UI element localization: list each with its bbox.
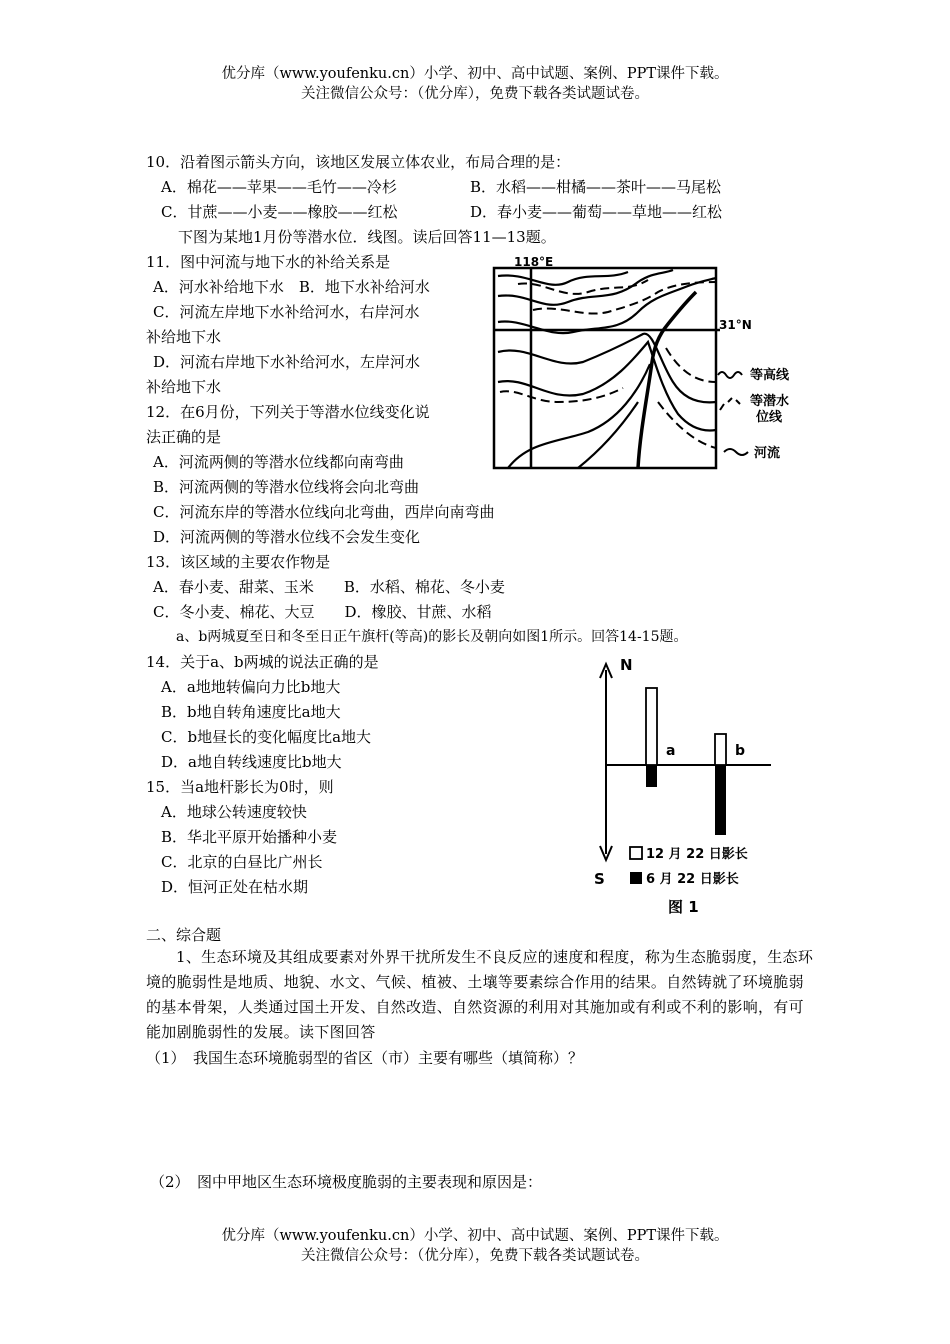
- legend-groundwater-label-1: 等潜水: [750, 394, 790, 409]
- groundwater-line: [658, 402, 716, 448]
- legend-jun-swatch: [630, 872, 642, 884]
- groundwater-line: [666, 348, 716, 382]
- contour-line: [498, 270, 673, 305]
- legend-contour-label: 等高线: [750, 368, 790, 383]
- north-label: N: [620, 656, 633, 674]
- header-line-2: 关注微信公众号：（优分库），免费下载各类试题试卷。: [301, 86, 649, 102]
- q14-option-a: A．a地地转偏向力比b地大: [161, 678, 341, 696]
- q15-option-b: B．华北平原开始播种小麦: [161, 828, 338, 846]
- q10-option-b: B．水稻——柑橘——茶叶——马尾松: [470, 178, 722, 196]
- section-2-title: 二、综合题: [146, 926, 222, 944]
- contour-line: [498, 272, 628, 285]
- city-a-label: a: [666, 743, 676, 759]
- footer-line-2: 关注微信公众号：（优分库），免费下载各类试题试卷。: [301, 1248, 649, 1264]
- river-line: [638, 292, 696, 468]
- legend-dec-swatch: [630, 847, 642, 859]
- header-line-1: 优分库（www.youfenku.cn）小学、初中、高中试题、案例、PPT课件下载。: [221, 66, 729, 82]
- south-label: S: [594, 870, 605, 888]
- q15-option-c: C．北京的白昼比广州长: [161, 853, 323, 871]
- q14-option-c: C．b地昼长的变化幅度比a地大: [161, 728, 372, 746]
- q12-stem-line1: 12．在6月份，下列关于等潜水位线变化说: [146, 403, 430, 421]
- section-2-question-1: （1） 我国生态环境脆弱型的省区（市）主要有哪些（填简称）？: [146, 1049, 584, 1067]
- q11-option-d-line1: D．河流右岸地下水补给河水，左岸河水: [153, 353, 421, 371]
- city-a-dec-shadow: [646, 688, 657, 765]
- legend-groundwater-label-2: 位线: [756, 410, 783, 425]
- q13-option-cd: C．冬小麦、棉花、大豆 D．橡胶、甘蔗、水稻: [153, 603, 492, 621]
- q13-stem: 13．该区域的主要农作物是: [146, 553, 331, 571]
- q10-option-d: D．春小麦——葡萄——草地——红松: [470, 203, 723, 221]
- q14-option-b: B．b地自转角速度比a地大: [161, 703, 341, 721]
- legend-jun-label: 6 月 22 日影长: [646, 872, 739, 887]
- q12-stem-line2: 法正确的是: [146, 428, 222, 446]
- city-b-label: b: [735, 743, 746, 759]
- q11-option-ab: A．河水补给地下水 B．地下水补给河水: [153, 278, 430, 296]
- legend-dec-label: 12 月 22 日影长: [646, 847, 748, 862]
- q14-stem: 14．关于a、b两城的说法正确的是: [146, 653, 379, 671]
- q11-option-c-line1: C．河流左岸地下水补给河水，右岸河水: [153, 303, 420, 321]
- q15-stem: 15．当a地杆影长为0时，则: [146, 778, 334, 796]
- q11-stem: 11．图中河流与地下水的补给关系是: [146, 253, 391, 271]
- footer-line-1: 优分库（www.youfenku.cn）小学、初中、高中试题、案例、PPT课件下载。: [221, 1228, 729, 1244]
- q10-stem: 10．沿着图示箭头方向，该地区发展立体农业，布局合理的是：: [146, 153, 571, 171]
- legend-contour-symbol: [718, 372, 742, 378]
- q11-option-d-line2: 补给地下水: [146, 378, 222, 396]
- intro-11-13: 下图为某地1月份等潜水位．线图。读后回答11—13题。: [178, 228, 556, 246]
- q12-option-d: D．河流两侧的等潜水位线不会发生变化: [153, 528, 421, 546]
- legend-river-symbol: [724, 449, 748, 455]
- city-b-dec-shadow: [715, 734, 726, 765]
- figure-1-shadow-diagram: [588, 652, 778, 922]
- city-b-jun-shadow: [715, 765, 726, 835]
- q11-option-c-line2: 补给地下水: [146, 328, 222, 346]
- section-2-paragraph: 1、生态环境及其组成要素对外界干扰所发生不良反应的速度和程度，称为生态脆弱度，生态环境的脆弱性是地质、地貌、水文、气候、植被、土壤等要素综合作用的结果。自然铸就了环境脆弱的基本骨架，人类通过国土开发、自然改造、自然资源的利用对其施加或有利或不利的影响，有可能加剧脆弱性的发展。读下图回答: [146, 948, 814, 1041]
- legend-groundwater-symbol: [720, 398, 740, 410]
- latitude-label: 31°N: [719, 318, 752, 332]
- q10-option-c: C．甘蔗——小麦——橡胶——红松: [161, 203, 398, 221]
- figure-1-caption: 图 1: [668, 898, 699, 916]
- q14-option-d: D．a地自转线速度比b地大: [161, 753, 342, 771]
- groundwater-contour-map: [488, 252, 798, 474]
- section-2-question-2: （2） 图中甲地区生态环境极度脆弱的主要表现和原因是：: [150, 1173, 543, 1191]
- q15-option-a: A．地球公转速度较快: [161, 803, 307, 821]
- city-a-jun-shadow: [646, 765, 657, 787]
- q12-option-b: B．河流两侧的等潜水位线将会向北弯曲: [153, 478, 420, 496]
- legend-river-label: 河流: [754, 446, 781, 461]
- q13-option-ab: A．春小麦、甜菜、玉米 B．水稻、棉花、冬小麦: [153, 578, 505, 596]
- q10-option-a: A．棉花——苹果——毛竹——冷杉: [161, 178, 397, 196]
- q12-option-a: A．河流两侧的等潜水位线都向南弯曲: [153, 453, 404, 471]
- intro-14-15: a、b两城夏至日和冬至日正午旗杆(等高)的影长及朝向如图1所示。回答14-15题。: [176, 629, 688, 645]
- q12-option-c: C．河流东岸的等潜水位线向北弯曲，西岸向南弯曲: [153, 503, 495, 521]
- contour-line: [578, 402, 638, 468]
- q15-option-d: D．恒河正处在枯水期: [161, 878, 309, 896]
- longitude-label: 118°E: [514, 255, 554, 269]
